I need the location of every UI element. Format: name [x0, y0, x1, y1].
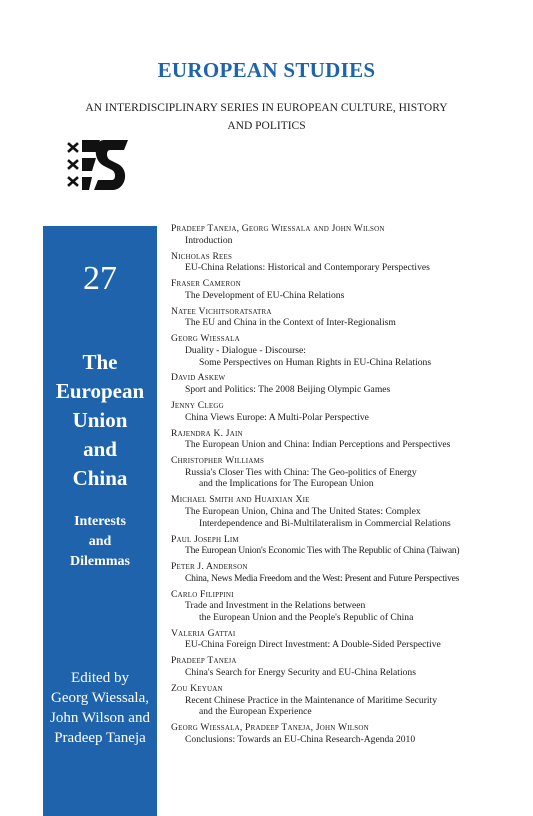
toc-title: EU-China Foreign Direct Investment: A Double-Sided Perspective	[185, 639, 441, 651]
toc-author: Valeria Gattai	[171, 627, 236, 639]
toc-entry	[171, 251, 521, 274]
editors-line: Georg Wiessala,	[51, 690, 149, 706]
toc-author: Paul Joseph Lim	[171, 533, 239, 545]
toc-author: Georg Wiessala	[171, 333, 240, 345]
toc-author: Nicholas Rees	[171, 250, 233, 262]
toc-author: Rajendra K. Jain	[171, 427, 243, 439]
toc-title: Introduction	[185, 234, 233, 246]
book-subtitle-line: Dilemmas	[70, 554, 130, 569]
toc-author: Carlo Filippini	[171, 588, 234, 600]
toc-author: Fraser Cameron	[171, 278, 241, 290]
book-subtitle-line: and	[88, 534, 112, 549]
toc-entry	[171, 455, 521, 490]
toc-title: EU-China Relations: Historical and Contemporary Perspectives	[185, 262, 430, 274]
toc-author: Pradeep Taneja	[171, 655, 237, 667]
toc-title: Duality - Dialogue - Discourse:	[185, 344, 306, 356]
toc-entry	[171, 722, 521, 745]
toc-entry	[171, 628, 521, 651]
toc-entry	[171, 223, 521, 246]
toc-title: The Development of EU-China Relations	[185, 289, 345, 301]
toc-author: Natee Vichitsoratsatra	[171, 305, 272, 317]
toc-title-continued: and the Implications for The European Union	[199, 478, 374, 490]
book-title-line: China	[72, 466, 128, 490]
series-title: EUROPEAN STUDIES	[157, 58, 376, 82]
toc-author: Peter J. Anderson	[171, 561, 248, 573]
toc-entry	[171, 400, 521, 423]
toc-title: The European Union, China and The United States: Complex	[185, 505, 421, 517]
editors	[43, 668, 157, 748]
series-subtitle-line: AND POLITICS	[227, 120, 306, 132]
book-title-line: European	[55, 379, 145, 403]
toc-title: Sport and Politics: The 2008 Beijing Olympic Games	[185, 384, 391, 396]
toc-entry	[171, 494, 521, 529]
toc-entry	[171, 589, 521, 624]
series-logo-icon	[44, 138, 134, 194]
book-title-line: Union	[72, 408, 128, 432]
series-subtitle-line: AN INTERDISCIPLINARY SERIES IN EUROPEAN CULTURE, HISTORY	[85, 102, 448, 114]
toc-title: The EU and China in the Context of Inter-Regionalism	[185, 317, 396, 329]
toc-title: The European Union and China: Indian Perceptions and Perspectives	[185, 439, 451, 451]
book-subtitle	[43, 512, 157, 572]
toc-author: David Askew	[171, 372, 226, 384]
toc-entry	[171, 534, 521, 557]
toc-entry	[171, 561, 521, 584]
toc-entry	[171, 372, 521, 395]
editors-line: Pradeep Taneja	[54, 730, 146, 746]
toc-title-continued: and the European Experience	[199, 706, 312, 718]
book-title	[43, 348, 157, 493]
editors-line: Edited by	[71, 670, 129, 686]
toc-title-continued: Interdependence and Bi-Multilateralism in Commercial Relations	[199, 517, 451, 529]
toc-title: Russia's Closer Ties with China: The Geo-politics of Energy	[185, 466, 417, 478]
toc-title: Recent Chinese Practice in the Maintenance of Maritime Security	[185, 694, 438, 706]
toc-entry	[171, 306, 521, 329]
toc-title: China's Search for Energy Security and EU-China Relations	[185, 667, 416, 679]
toc-title: The European Union's Economic Ties with The Republic of China (Taiwan)	[185, 545, 460, 557]
toc-title: China, News Media Freedom and the West: Present and Future Perspectives	[185, 572, 460, 584]
toc-author: Michael Smith and Huaixian Xie	[171, 494, 310, 506]
toc-title: Conclusions: Towards an EU-China Research-Agenda 2010	[185, 733, 416, 745]
toc-title: Trade and Investment in the Relations between	[185, 600, 366, 612]
blue-cover-panel	[43, 226, 157, 816]
book-title-line: The	[82, 350, 118, 374]
volume-number: 27	[83, 260, 117, 297]
toc-title-continued: the European Union and the People's Republic of China	[199, 611, 414, 623]
editors-line: John Wilson and	[50, 710, 150, 726]
toc-entry	[171, 278, 521, 301]
toc-author: Zou Keyuan	[171, 683, 223, 695]
toc-author: Georg Wiessala, Pradeep Taneja, John Wilson	[171, 722, 369, 734]
toc-entry	[171, 333, 521, 368]
toc-author: Christopher Williams	[171, 455, 265, 467]
book-subtitle-line: Interests	[74, 514, 126, 529]
toc-author: Jenny Clegg	[171, 400, 224, 412]
toc-entry	[171, 655, 521, 678]
toc-author: Pradeep Taneja, Georg Wiessala and John Wilson	[171, 223, 385, 234]
table-of-contents	[171, 223, 521, 750]
toc-entry	[171, 428, 521, 451]
toc-title-continued: Some Perspectives on Human Rights in EU-China Relations	[199, 356, 432, 368]
toc-title: China Views Europe: A Multi-Polar Perspective	[185, 411, 369, 423]
series-subtitle	[60, 99, 473, 135]
book-title-line: and	[83, 437, 117, 461]
toc-entry	[171, 683, 521, 718]
